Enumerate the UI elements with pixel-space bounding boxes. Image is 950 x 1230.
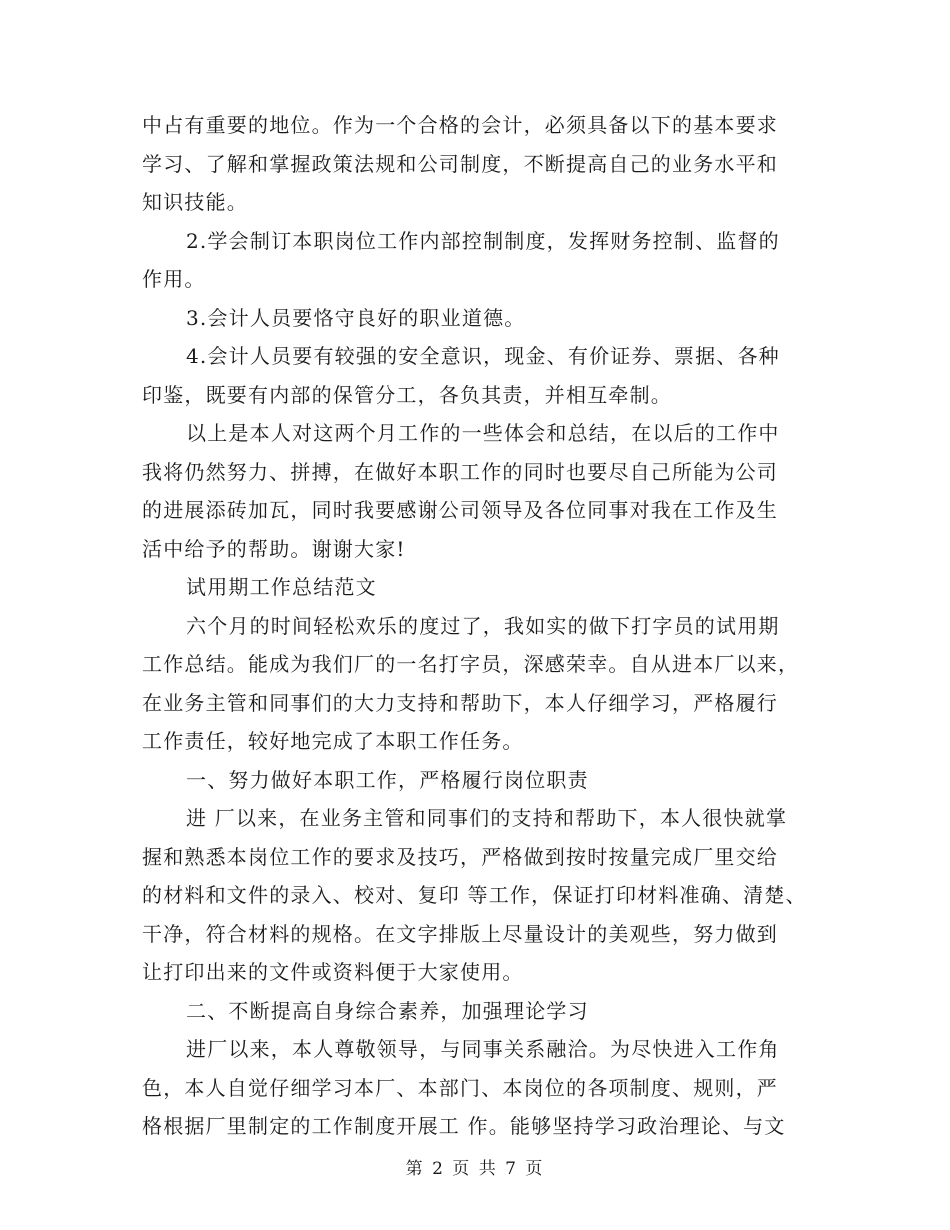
text-line-11: 的进展添砖加瓦，同时我要感谢公司领导及各位同事对我在工作及生 xyxy=(142,498,778,522)
page-number-footer: 第 2 页 共 7 页 xyxy=(405,1159,545,1179)
text-line-7: 4.会计人员要有较强的安全意识，现金、有价证券、票据、各种 xyxy=(186,344,780,368)
text-line-2: 学习、了解和掌握政策法规和公司制度，不断提高自己的业务水平和 xyxy=(142,151,778,176)
text-line-23: 让打印出来的文件或资料便于大家使用。 xyxy=(142,960,524,984)
text-line-20: 握和熟悉本岗位工作的要求及技巧，严格做到按时按量完成厂里交给 xyxy=(142,844,778,869)
text-line-8: 印鉴，既要有内部的保管分工，各负其责，并相互牵制。 xyxy=(142,382,672,407)
text-line-22: 干净，符合材料的规格。在文字排版上尽量设计的美观些，努力做到 xyxy=(142,921,778,946)
heading-two: 二、不断提高自身综合素养，加强理论学习 xyxy=(186,998,589,1023)
text-line-16: 在业务主管和同事们的大力支持和帮助下，本人仔细学习，严格履行 xyxy=(142,690,778,715)
text-line-1: 中占有重要的地位。作为一个合格的会计，必须具备以下的基本要求 xyxy=(142,113,778,137)
section-title: 试用期工作总结范文 xyxy=(186,575,377,599)
text-line-12: 活中给予的帮助。谢谢大家! xyxy=(142,536,406,561)
text-line-15: 工作总结。能成为我们厂的一名打字员，深感荣幸。自从进本厂以来， xyxy=(142,652,800,676)
text-line-3: 知识技能。 xyxy=(142,190,248,214)
text-line-14: 六个月的时间轻松欢乐的度过了，我如实的做下打字员的试用期 xyxy=(186,613,780,638)
text-line-25: 进厂以来，本人尊敬领导，与同事关系融洽。为尽快进入工作角 xyxy=(186,1037,780,1061)
text-line-21: 的材料和文件的录入、校对、复印 等工作，保证打印材料准确、清楚、 xyxy=(142,883,807,907)
document-body xyxy=(142,106,832,1146)
text-line-27: 格根据厂里制定的工作制度开展工 作。能够坚持学习政治理论、与文 xyxy=(142,1114,786,1138)
text-line-6: 3.会计人员要恪守良好的职业道德。 xyxy=(186,305,526,330)
text-line-10: 我将仍然努力、拼搏，在做好本职工作的同时也要尽自己所能为公司 xyxy=(142,459,778,484)
text-line-5: 作用。 xyxy=(142,267,206,291)
text-line-26: 色，本人自觉仔细学习本厂、本部门、本岗位的各项制度、规则，严 xyxy=(142,1075,778,1100)
text-line-9: 以上是本人对这两个月工作的一些体会和总结，在以后的工作中 xyxy=(186,421,780,445)
heading-one: 一、努力做好本职工作，严格履行岗位职责 xyxy=(186,767,589,792)
text-line-17: 工作责任，较好地完成了本职工作任务。 xyxy=(142,729,524,753)
text-line-19: 进 厂以来，在业务主管和同事们的支持和帮助下，本人很快就掌 xyxy=(186,806,788,830)
text-line-4: 2.学会制订本职岗位工作内部控制制度，发挥财务控制、监督的 xyxy=(186,228,780,253)
